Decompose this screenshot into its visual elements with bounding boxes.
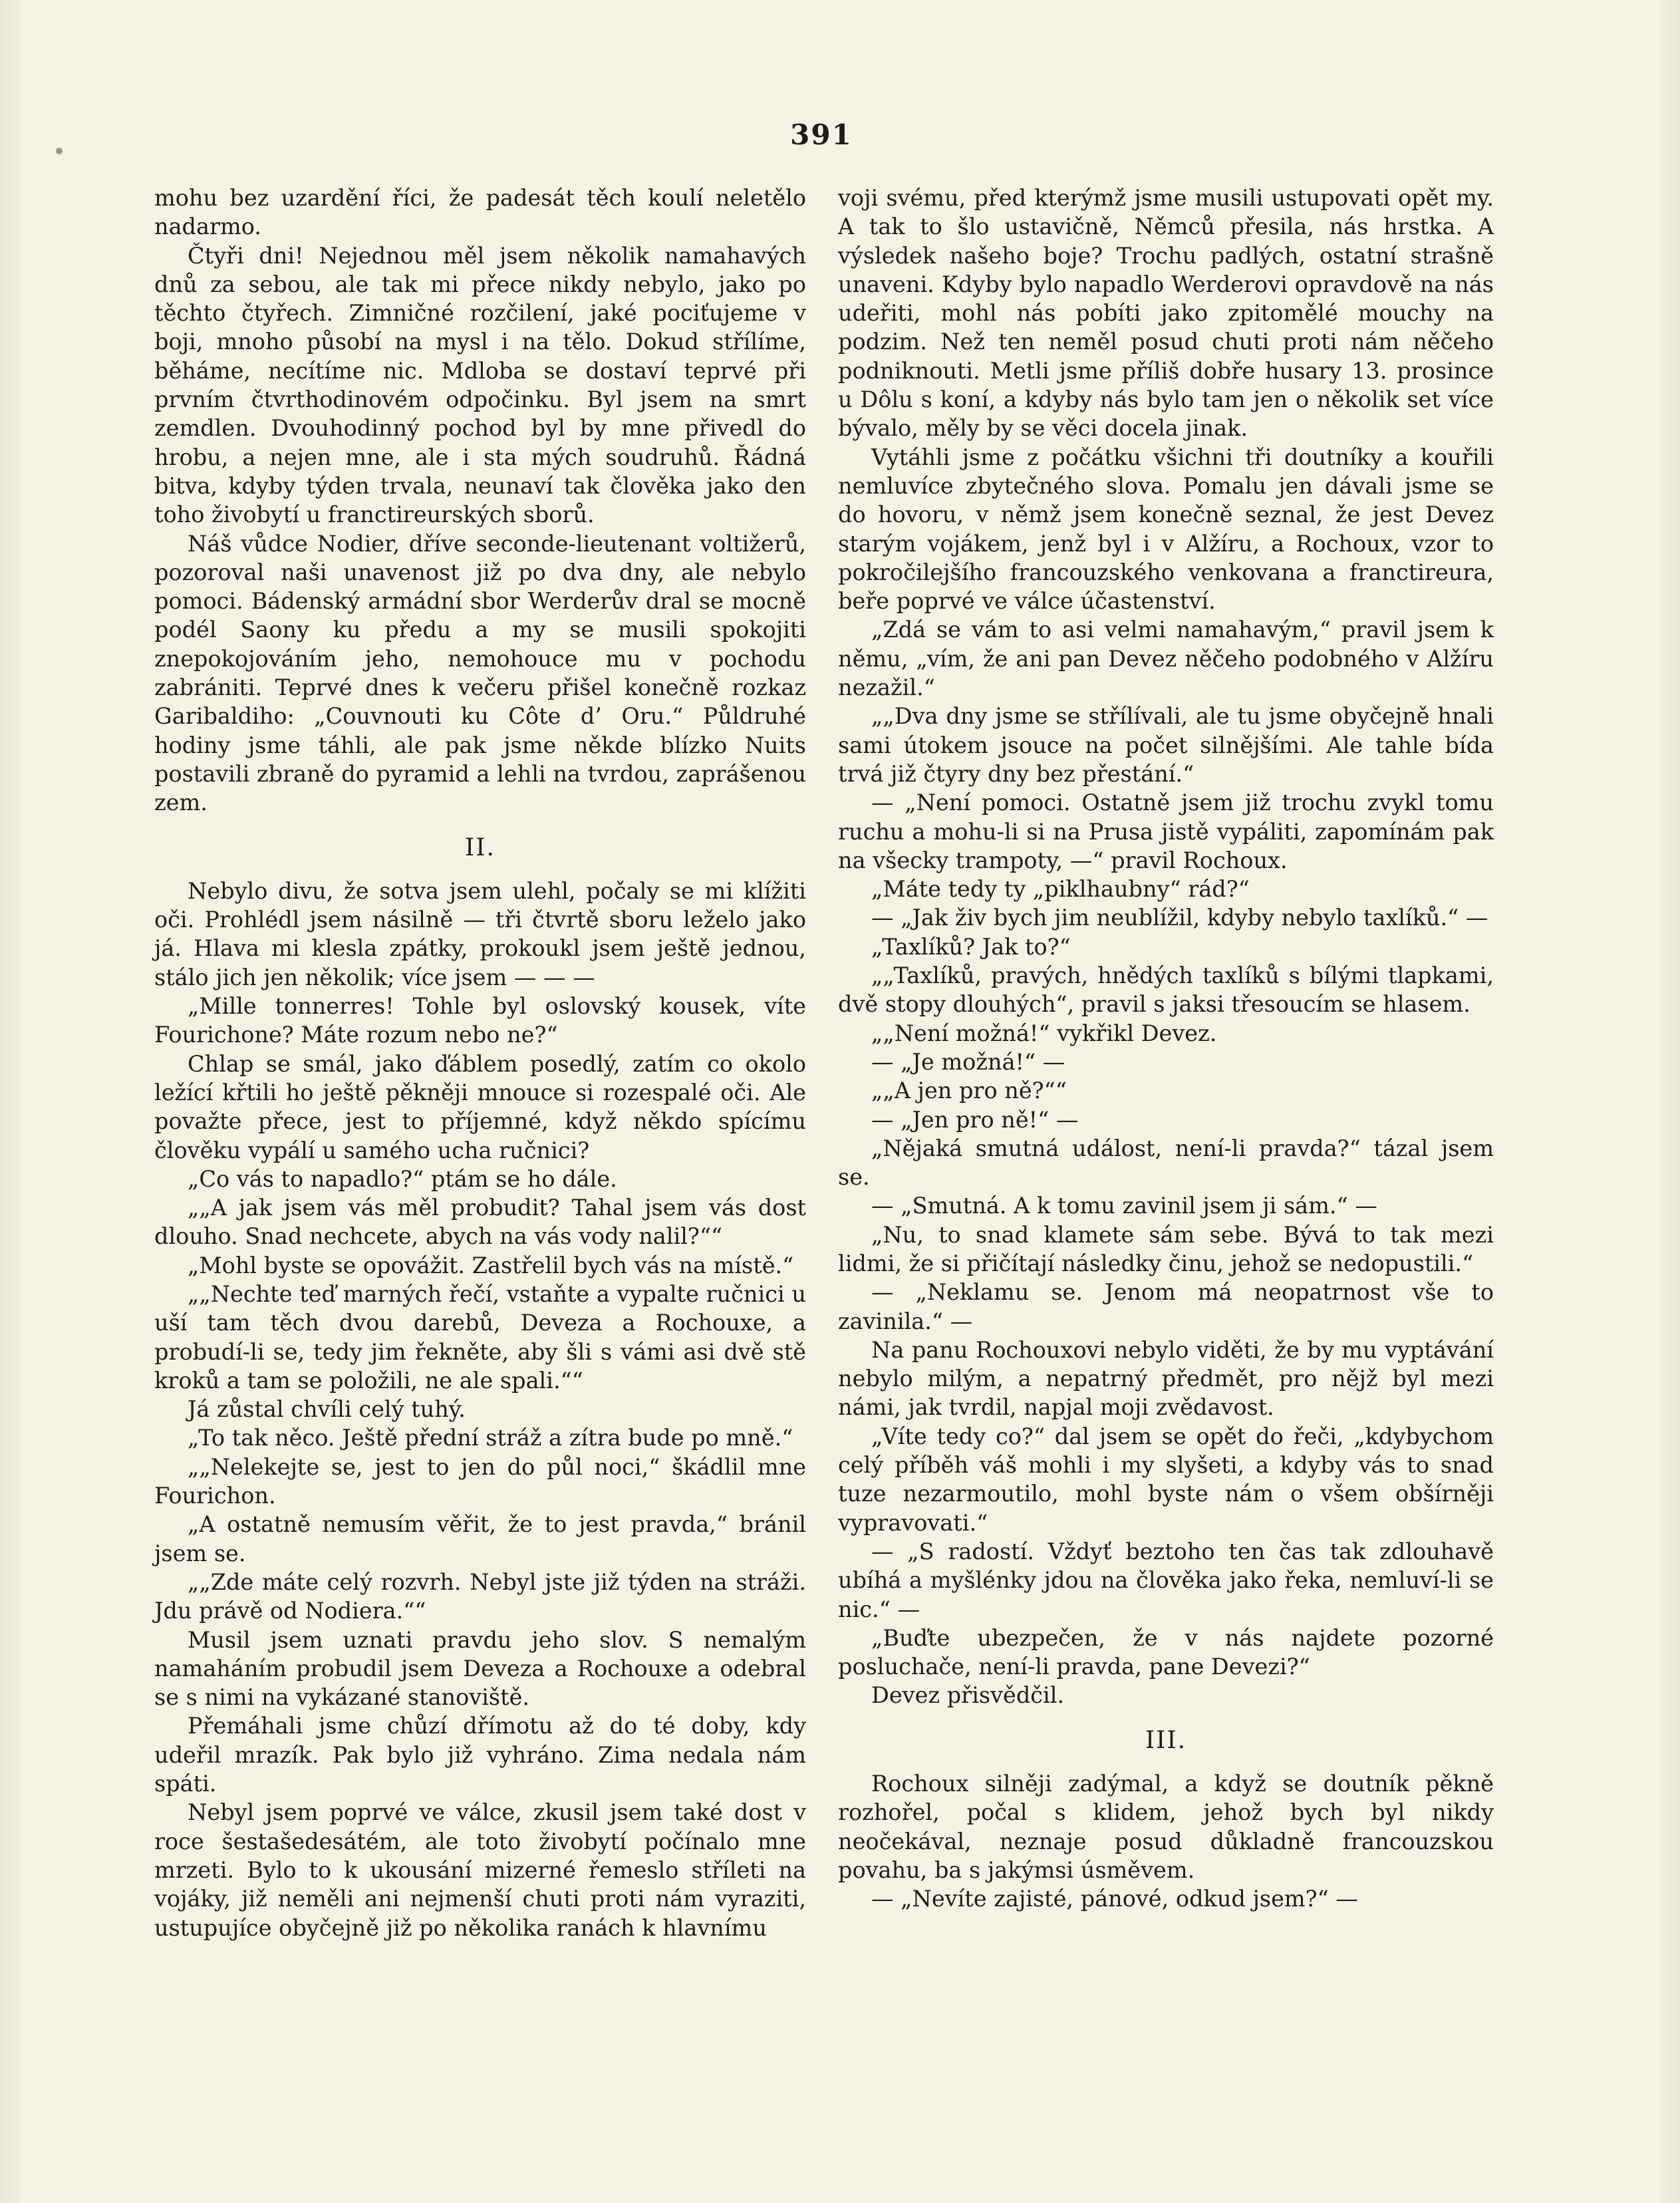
paragraph: — „Smutná. A k tomu zavinil jsem ji sám.“ — (871, 1193, 1377, 1219)
paragraph: „Víte tedy co?“ dal jsem se opět do řeči, „kdybychom celý příběh váš mohli i my slyšeti, a kdyby vás to snad tuze nezarmoutilo, mohl byste nám o všem obšírněji vypravovati.“ (838, 1423, 1494, 1536)
paragraph: Devez přisvědčil. (871, 1682, 1065, 1709)
paragraph: „Taxlíků? Jak to?“ (871, 933, 1071, 960)
paragraph: „Mohl byste se opovážit. Zastřelil bych vás na místě.“ (188, 1252, 794, 1278)
paragraph: — „Nevíte zajisté, pánové, odkud jsem?“ — (871, 1886, 1358, 1912)
paragraph: „„A jak jsem vás měl probudit? Tahal jsem vás dost dlouho. Snad nechcete, abych na vás vody nalil?““ (154, 1195, 806, 1250)
paragraph: Chlap se smál, jako ďáblem posedlý, zatím co okolo ležící křtili ho ještě pěkněji mnouce si rozespalé oči. Ale považte přece, jest to příjemné, když někdo spícímu člověku vypálí u samého ucha ručnici? (154, 1050, 806, 1163)
section-heading: II. (465, 833, 495, 861)
scan-speck (56, 148, 63, 154)
paragraph: voji svému, před kterýmž jsme musili ustupovati opět my. A tak to šlo ustavičně, Němců přesila, nás hrstka. A výsledek našeho boje? Trochu padlých, ostatní strašně unaveni. Kdyby bylo napadlo Werderovi opravdově na nás udeřiti, mohl nás pobíti jako zpitomělé mouchy na podzim. Než ten neměl posud chuti proti nám něčeho podniknouti. Metli jsme příliš dobře husary 13. prosince u Dôlu s koní, a kdyby nás bylo tam jen o několik set více bývalo, měly by se věci docela jinak. (838, 185, 1494, 442)
paragraph: Vytáhli jsme z počátku všichni tři doutníky a kouřili nemluvíce zbytečného slova. Pomalu jen dávali jsme se do hovoru, v němž jsem konečně seznal, že jest Devez starým vojákem, jenž byl i v Alžíru, a Rochoux, vzor to pokročilejšího francouzského venkovana a franctireura, beře poprvé ve válce účastenství. (838, 444, 1494, 615)
paragraph: — „Není pomoci. Ostatně jsem již trochu zvykl tomu ruchu a mohu-li si na Prusa jistě vypáliti, zapomínám pak na všecky trampoty, —“ pravil Rochoux. (838, 790, 1494, 873)
paragraph: Rochoux silněji zadýmal, a když se doutník pěkně rozhořel, počal s klidem, jehož bych byl nikdy neočekával, neznaje posud důkladně francouzskou povahu, ba s jakýmsi úsměvem. (838, 1771, 1494, 1883)
paragraph: Přemáhali jsme chůzí dřímotu až do té doby, kdy udeřil mrazík. Pak bylo již vyhráno. Zima nedala nám spáti. (154, 1713, 806, 1797)
paragraph: „„A jen pro ně?““ (871, 1078, 1067, 1104)
paragraph: „To tak něco. Ještě přední stráž a zítra bude po mně.“ (188, 1425, 793, 1451)
paragraph: — „Neklamu se. Jenom má neopatrnost vše to zavinila.“ — (838, 1279, 1494, 1334)
paragraph: Já zůstal chvíli celý tuhý. (188, 1396, 466, 1423)
paragraph: „A ostatně nemusím věřit, že to jest pravda,“ bránil jsem se. (154, 1511, 806, 1566)
page-number: 391 (790, 118, 853, 151)
paragraph: — „Jen pro ně!“ — (871, 1106, 1079, 1133)
paragraph: — „Je možná!“ — (871, 1048, 1065, 1075)
paragraph: Na panu Rochouxovi nebylo viděti, že by mu vyptávání nebylo milým, a nepatrný předmět, pro nějž byl mezi námi, jak tvrdil, napjal moji zvědavost. (838, 1336, 1494, 1421)
paragraph: — „Jak živ bych jim neublížil, kdyby nebylo taxlíků.“ — (871, 905, 1488, 931)
paragraph: „„Taxlíků, pravých, hnědých taxlíků s bílými tlapkami, dvě stopy dlouhých“, pravil s jaksi třesoucím se hlasem. (838, 962, 1494, 1018)
paragraph: „„Dva dny jsme se střílívali, ale tu jsme obyčejně hnali sami útokem jsouce na počet silnějšími. Ale tahle bída trvá již čtyry dny bez přestání.“ (838, 703, 1494, 787)
paragraph: „Buďte ubezpečen, že v nás najdete pozorné posluchače, není-li pravda, pane Devezi?“ (838, 1624, 1494, 1680)
paragraph: mohu bez uzardění říci, že padesát těch koulí neletělo nadarmo. (154, 185, 806, 240)
paragraph: „„Nelekejte se, jest to jen do půl noci,“ škádlil mne Fourichon. (154, 1453, 806, 1509)
paragraph: „Nu, to snad klamete sám sebe. Bývá to tak mezi lidmi, že si přičítají následky činu, jehož se nedopustili.“ (838, 1221, 1494, 1276)
paragraph: „Nějaká smutná událost, není-li pravda?“ tázal jsem se. (838, 1135, 1494, 1191)
paragraph: — „S radostí. Vždyť beztoho ten čas tak zdlouhavě ubíhá a myšlénky jdou na člověka jako řeka, nemluví-li se nic.“ — (838, 1538, 1494, 1622)
right-column (838, 184, 1494, 1914)
paragraph: „„Nechte teď marných řečí, vstaňte a vypalte ručnici u uší tam těch dvou darebů, Deveza a Rochouxe, a probudí-li se, tedy jim řekněte, aby šli s vámi asi dvě stě kroků a tam se položili, ne ale spali.““ (154, 1280, 806, 1394)
paragraph: Náš vůdce Nodier, dříve seconde-lieutenant voltižerů, pozoroval naši unavenost již po dva dny, ale nebylo pomoci. Bádenský armádní sbor Werderův dral se mocně podél Saony ku předu a my se musili spokojiti znepokojováním jeho, nemohouce mu v pochodu zabrániti. Teprvé dnes k večeru přišel konečně rozkaz Garibaldiho: „Couvnouti ku Côte d’ Oru.“ Půldruhé hodiny jsme táhli, ale pak jsme někde blízko Nuits postavili zbraně do pyramid a lehli na tvrdou, zaprášenou zem. (154, 530, 806, 816)
paragraph: „Zdá se vám to asi velmi namahavým,“ pravil jsem k němu, „vím, že ani pan Devez něčeho podobného v Alžíru nezažil.“ (838, 617, 1494, 701)
paragraph: Musil jsem uznati pravdu jeho slov. S nemalým namaháním probudil jsem Deveza a Rochouxe a odebral se s nimi na vykázané stanoviště. (154, 1626, 806, 1711)
paragraph: „Mille tonnerres! Tohle byl oslovský kousek, víte Fourichone? Máte rozum nebo ne?“ (154, 993, 806, 1048)
section-heading: III. (1145, 1726, 1187, 1754)
paragraph: Nebyl jsem poprvé ve válce, zkusil jsem také dost v roce šestašedesátém, ale toto živobytí počínalo mne mrzeti. Bylo to k ukousání mizerné řemeslo stříleti na vojáky, již neměli ani nejmenší chuti proti nám vyraziti, ustupujíce obyčejně již po několika ranách k hlavnímu (154, 1799, 806, 1941)
paragraph: Čtyři dni! Nejednou měl jsem několik namahavých dnů za sebou, ale tak mi přece nikdy nebylo, jako po těchto čtyřech. Zimničné rozčilení, jaké pociťujeme v boji, mnoho působí na mysl i na tělo. Dokud střílíme, běháme, necítíme nic. Mdloba se dostaví teprvé při prvním čtvrthodinovém odpočinku. Byl jsem na smrt zemdlen. Dvouhodinný pochod byl by mne přivedl do hrobu, a nejen mne, ale i sta mých soudruhů. Řádná bitva, kdyby týden trvala, neunaví tak člověka jako den toho živobytí u franctireurských sborů. (154, 242, 806, 528)
paragraph: „Co vás to napadlo?“ ptám se ho dále. (188, 1165, 617, 1192)
paragraph: „„Není možná!“ vykřikl Devez. (871, 1020, 1217, 1046)
paragraph: „Máte tedy ty „piklhaubny“ rád?“ (871, 876, 1250, 903)
paragraph: „„Zde máte celý rozvrh. Nebyl jste již týden na stráži. Jdu právě od Nodiera.““ (154, 1568, 806, 1624)
paragraph: Nebylo divu, že sotva jsem ulehl, počaly se mi klížiti oči. Prohlédl jsem násilně — tři čtvrtě sboru leželo jako já. Hlava mi klesla zpátky, prokoukl jsem ještě jednou, stálo jich jen několik; více jsem — — — (154, 877, 806, 990)
left-column (154, 184, 806, 1942)
